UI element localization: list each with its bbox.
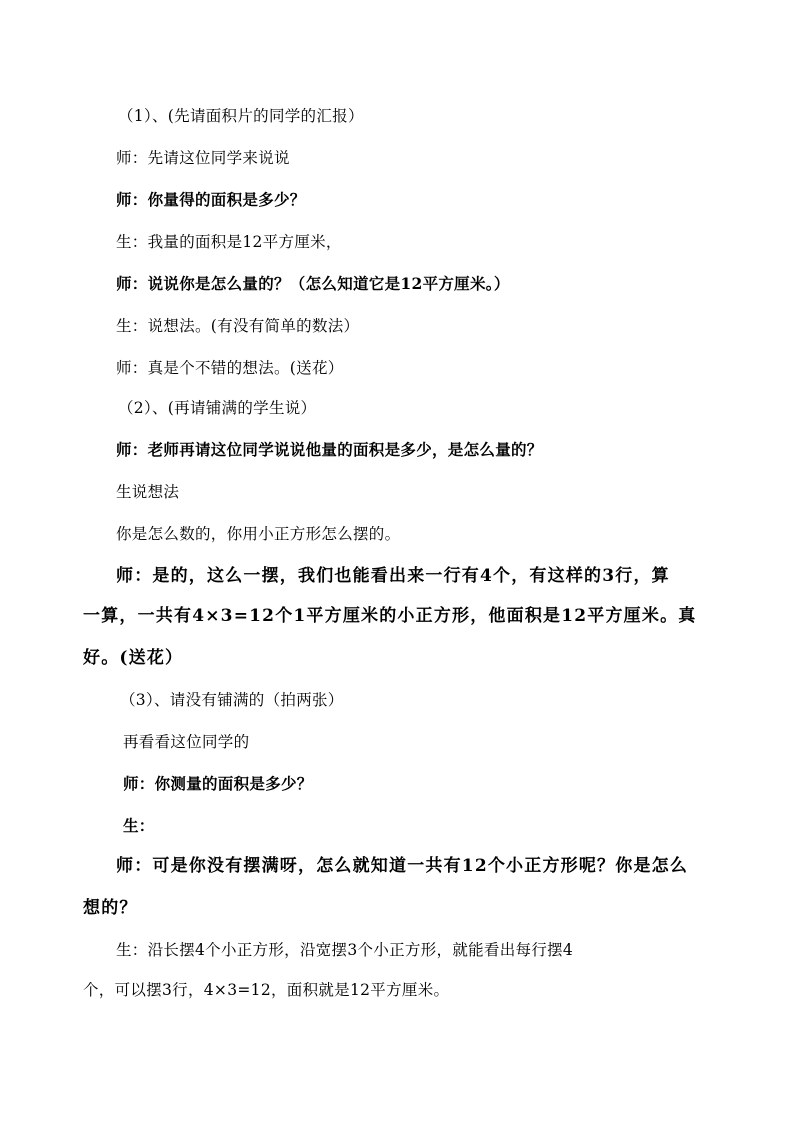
teacher-explanation-line-2: 一算，一共有4×3=12个1平方厘米的小正方形，他面积是12平方厘米。真	[83, 606, 697, 626]
section-heading-2: （2）、(再请铺满的学生说）	[118, 399, 317, 417]
teacher-line: 师：真是个不错的想法。(送花）	[116, 359, 344, 377]
teacher-question: 师：你量得的面积是多少？	[116, 190, 306, 209]
teacher-line: 你是怎么数的，你用小正方形怎么摆的。	[116, 525, 401, 543]
student-answer: 生：说想法。(有没有简单的数法）	[116, 317, 360, 335]
teacher-line: 再看看这位同学的	[123, 733, 250, 751]
student-line: 生说想法	[116, 483, 180, 501]
teacher-question: 师：说说你是怎么量的？（怎么知道它是12平方厘米。）	[116, 274, 510, 293]
section-heading-3: （3）、请没有铺满的（拍两张）	[120, 691, 344, 709]
student-answer: 生：我量的面积是12平方厘米，	[116, 233, 342, 251]
student-explanation-line-1: 生：沿长摆4个小正方形，沿宽摆3个小正方形，就能看出每行摆4	[116, 941, 574, 959]
teacher-question: 师：你测量的面积是多少？	[123, 774, 313, 793]
teacher-question-line-2: 想的？	[83, 898, 138, 918]
teacher-explanation-line-1: 师：是的，这么一摆，我们也能看出来一行有4个，有这样的3行，算	[116, 566, 670, 586]
teacher-line: 师：先请这位同学来说说	[116, 149, 290, 167]
student-explanation-line-2: 个，可以摆3行，4×3=12，面积就是12平方厘米。	[83, 981, 450, 999]
teacher-question: 师：老师再请这位同学说说他量的面积是多少，是怎么量的？	[116, 440, 543, 459]
teacher-question-line-1: 师：可是你没有摆满呀，怎么就知道一共有12个小正方形呢？你是怎么	[116, 856, 689, 876]
section-heading-1: （1）、(先请面积片的同学的汇报）	[118, 107, 364, 125]
student-answer: 生：	[123, 816, 155, 835]
teacher-explanation-line-3: 好。(送花）	[83, 648, 184, 668]
